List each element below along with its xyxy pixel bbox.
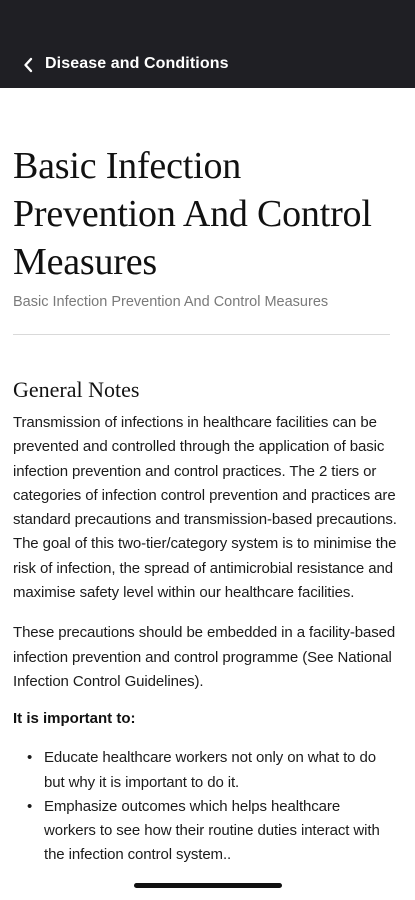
list-item	[27, 746, 392, 795]
top-navigation-bar	[0, 0, 415, 88]
list-item-text: Educate healthcare workers not only on what to do but why it is important to do it.	[44, 749, 376, 791]
section-heading-general-notes: General Notes	[13, 377, 140, 402]
bullet-dot-icon: •	[27, 797, 33, 815]
list-item-text: Emphasize outcomes which helps healthcare workers to see how their routine duties interact with the infection control system..	[44, 797, 380, 864]
paragraph-transmission: Transmission of infections in healthcare facilities can be prevented and controlled through the application of basic infection prevention and control practices. The 2 tiers or categories of infection control prevention and practices are standard precautions and transmission-based precautions. The goal of this two-tier/category system is to minimise the risk of infection, the spread of antimicrobial resistance and maximise safety level within our healthcare facilities.	[13, 414, 397, 602]
divider	[13, 334, 390, 335]
chevron-left-icon	[23, 57, 33, 73]
important-label: It is important to:	[13, 710, 136, 728]
article-content	[0, 142, 415, 868]
home-indicator[interactable]	[134, 883, 282, 888]
page-title: Basic Infection Prevention And Control Measures	[13, 145, 372, 283]
back-button[interactable]	[18, 52, 38, 78]
header-title: Disease and Conditions	[45, 55, 229, 72]
paragraph-precautions: These precautions should be embedded in a facility-based infection prevention and control programme (See National Infection Control Guidelines).	[13, 624, 396, 690]
important-list	[13, 746, 402, 867]
page-subtitle: Basic Infection Prevention And Control Measures	[13, 294, 329, 310]
bullet-dot-icon: •	[27, 749, 33, 767]
list-item	[27, 795, 392, 868]
